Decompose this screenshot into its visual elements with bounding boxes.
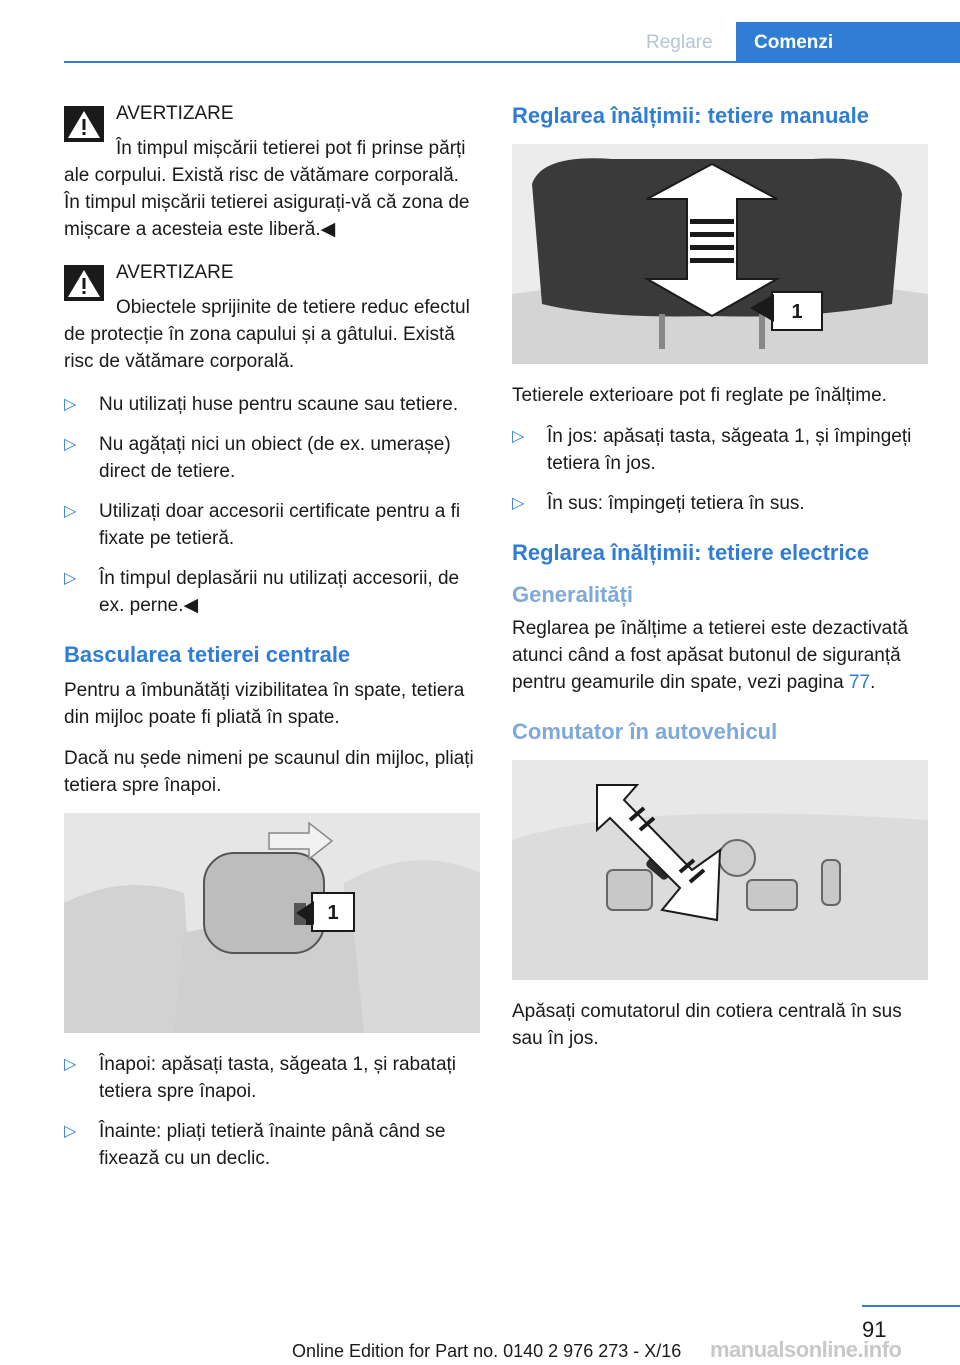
warning-title: AVERTIZARE <box>116 103 234 124</box>
warning-block-2 <box>64 259 480 375</box>
triangle-bullet-icon: ▷ <box>64 436 77 453</box>
triangle-bullet-icon: ▷ <box>64 503 77 520</box>
bullet-list <box>512 423 928 517</box>
electric-switch-figure <box>512 760 928 980</box>
paragraph: Reglarea pe înălțime a tetierei este dezactivată atunci când a fost apăsat butonul de siguranță pentru geamurile din spate, vezi pagina 77. <box>512 618 909 693</box>
triangle-bullet-icon: ▷ <box>64 1056 77 1073</box>
page-reference-link[interactable]: 77 <box>848 672 871 693</box>
triangle-bullet-icon: ▷ <box>64 1123 77 1140</box>
warning-text: În timpul mișcării tetierei pot fi prinse părți ale corpului. Există risc de vătămare corporală. În timpul mișcării tetierei asigurați-vă că zona de mișcare a acesteia este liberă.◀ <box>64 138 470 240</box>
bullet-list <box>64 391 480 619</box>
page-number: 91 <box>862 1317 887 1342</box>
bullet-list <box>64 1051 480 1172</box>
list-item: ▷ Nu utilizați huse pentru scaune sau tetiere. <box>64 391 480 418</box>
warning-block-1 <box>64 100 480 243</box>
warning-text: Obiectele sprijinite de tetiere reduc efectul de protecție în zona capului și a gâtului. Există risc de vătămare corporală. <box>64 297 470 372</box>
triangle-bullet-icon: ▷ <box>512 428 525 445</box>
figure-callout-label: 1 <box>791 301 803 323</box>
warning-triangle-icon <box>64 106 104 142</box>
footer-rule <box>862 1305 960 1307</box>
section-heading: Bascularea tetierei centrale <box>64 642 351 667</box>
list-item: ▷ În timpul deplasării nu utilizați accesorii, de ex. perne.◀ <box>64 565 480 619</box>
header-rule <box>64 61 960 63</box>
list-item: ▷ Înapoi: apăsați tasta, săgeata 1, și rabatați tetiera spre înapoi. <box>64 1051 480 1105</box>
triangle-bullet-icon: ▷ <box>64 396 77 413</box>
center-headrest-figure <box>64 813 480 1033</box>
triangle-bullet-icon: ▷ <box>64 570 77 587</box>
triangle-bullet-icon: ▷ <box>512 495 525 512</box>
figure-callout-label: 1 <box>327 902 339 924</box>
section-heading: Reglarea înălțimii: tetiere manuale <box>512 103 870 128</box>
list-item: ▷ Înainte: pliați tetieră înainte până când se fixează cu un declic. <box>64 1118 480 1172</box>
right-column <box>512 100 928 1066</box>
manual-headrest-figure <box>512 144 928 364</box>
edition-text: Online Edition for Part no. 0140 2 976 273 - X/16 <box>292 1341 682 1361</box>
header-chapter-tab[interactable]: Comenzi <box>736 22 960 63</box>
header-section-tab[interactable]: Reglare <box>646 32 713 53</box>
paragraph: Apăsați comutatorul din cotiera centrală în sus sau în jos. <box>512 1001 902 1049</box>
list-item: ▷ Utilizați doar accesorii certificate pentru a fi fixate pe tetieră. <box>64 498 480 552</box>
section-heading: Reglarea înălțimii: tetiere electrice <box>512 540 870 565</box>
paragraph: Dacă nu șede nimeni pe scaunul din mijloc, pliați tetiera spre înapoi. <box>64 748 474 796</box>
paragraph: Tetierele exterioare pot fi reglate pe înălțime. <box>512 385 887 406</box>
list-item: ▷ În sus: împingeți tetiera în sus. <box>512 490 928 517</box>
list-item: ▷ Nu agățați nici un obiect (de ex. umerașe) direct de tetiere. <box>64 431 480 485</box>
watermark-logo: manualsonline.info <box>710 1337 902 1362</box>
list-item: ▷ În jos: apăsați tasta, săgeata 1, și împingeți tetiera în jos. <box>512 423 928 477</box>
warning-triangle-icon <box>64 265 104 301</box>
paragraph: Pentru a îmbunătăți vizibilitatea în spate, tetiera din mijloc poate fi pliată în spate. <box>64 680 465 728</box>
subsection-heading: Generalități <box>512 582 634 607</box>
subsection-heading: Comutator în autovehicul <box>512 719 778 744</box>
left-column <box>64 100 480 1185</box>
warning-title: AVERTIZARE <box>116 262 234 283</box>
